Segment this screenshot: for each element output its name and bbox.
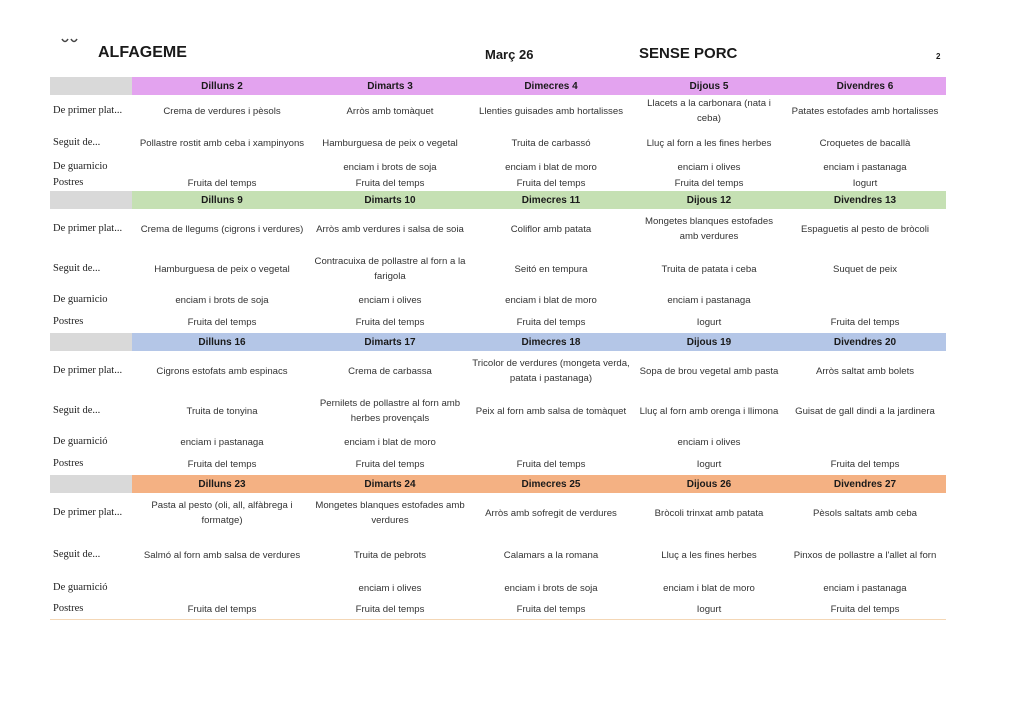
- menu-cell: Llenties guisades amb hortalisses: [479, 105, 623, 117]
- diet-label: SENSE PORC: [639, 45, 738, 62]
- week-header-blank: [50, 475, 132, 493]
- menu-cell: Crema de llegums (cigrons i verdures): [140, 223, 304, 235]
- month-label: Març 26: [485, 47, 534, 62]
- menu-cell: Fruita del temps: [355, 316, 425, 328]
- day-header: Dijous 5: [634, 77, 784, 95]
- menu-cell: Guisat de gall dindi a la jardinera: [795, 405, 935, 417]
- menu-cell: enciam i olives: [358, 582, 422, 594]
- day-header: Dimecres 18: [468, 333, 634, 351]
- menu-cell: Llacets a la carbonara (nata i ceba): [647, 98, 771, 124]
- course-row: [50, 431, 946, 453]
- course-row: [50, 249, 946, 289]
- course-row: [50, 351, 946, 391]
- menu-cell: Contracuixa de pollastre al forn a la farigola: [314, 256, 466, 282]
- menu-cell: Hamburguesa de peix o vegetal: [322, 137, 458, 149]
- menu-cell: Pollastre rostit amb ceba i xampinyons: [139, 137, 305, 149]
- day-header: Dilluns 9: [132, 191, 312, 209]
- course-label: Seguit de...: [53, 549, 101, 560]
- menu-cell: Truita de carbassó: [511, 137, 591, 149]
- menu-cell: Seitó en tempura: [514, 263, 588, 275]
- course-row: [50, 175, 946, 191]
- menu-cell: [784, 431, 946, 453]
- course-label: De guarnició: [53, 436, 108, 447]
- menu-cell: Crema de verdures i pèsols: [163, 105, 281, 117]
- course-row: [50, 533, 946, 577]
- day-header: Dilluns 16: [132, 333, 312, 351]
- day-header: Dimecres 25: [468, 475, 634, 493]
- course-label: Postres: [53, 177, 84, 188]
- menu-cell: enciam i pastanaga: [180, 436, 264, 448]
- menu-cell: Espaguetis al pesto de bròcoli: [801, 223, 929, 235]
- page-number: 2: [936, 52, 941, 61]
- menu-cell: enciam i blat de moro: [505, 294, 597, 306]
- menu-cell: Lluç al forn a les fines herbes: [646, 137, 772, 149]
- course-row: [50, 453, 946, 475]
- menu-cell: Patates estofades amb hortalisses: [791, 105, 939, 117]
- menu-cell: Croquetes de bacallà: [819, 137, 911, 149]
- menu-cell: Fruita del temps: [516, 177, 586, 189]
- menu-cell: Crema de carbassa: [348, 365, 432, 377]
- course-label: De primer plat...: [53, 365, 123, 376]
- day-header: Divendres 27: [784, 475, 946, 493]
- course-label: Postres: [53, 458, 84, 469]
- menu-cell: Fruita del temps: [674, 177, 744, 189]
- menu-cell: enciam i pastanaga: [823, 161, 907, 173]
- school-name: ALFAGEME: [98, 44, 187, 61]
- course-row: [50, 599, 946, 620]
- menu-cell: enciam i brots de soja: [343, 161, 437, 173]
- menu-cell: Arròs saltat amb bolets: [815, 365, 915, 377]
- menu-cell: enciam i blat de moro: [344, 436, 436, 448]
- course-row: [50, 493, 946, 533]
- menu-cell: Bròcoli trinxat amb patata: [654, 507, 764, 519]
- menu-cell: Tricolor de verdures (mongeta verda, patata i pastanaga): [472, 358, 630, 384]
- week-header-blank: [50, 333, 132, 351]
- course-row: [50, 289, 946, 311]
- menu-cell: Fruita del temps: [468, 599, 634, 620]
- menu-cell: Fruita del temps: [516, 458, 586, 470]
- week-header-blank: [50, 191, 132, 209]
- day-header: Dimarts 24: [312, 475, 468, 493]
- course-row: [50, 159, 946, 175]
- menu-cell: Fruita del temps: [187, 316, 257, 328]
- menu-cell: Lluç a les fines herbes: [661, 549, 757, 561]
- menu-cell: Truita de tonyina: [186, 405, 258, 417]
- course-row: [50, 127, 946, 159]
- menu-cell: [132, 577, 312, 599]
- course-label: De primer plat...: [53, 105, 123, 116]
- menu-cell: Coliflor amb patata: [510, 223, 592, 235]
- menu-cell: Fruita del temps: [830, 316, 900, 328]
- menu-cell: Fruita del temps: [784, 599, 946, 620]
- menu-cell: Fruita del temps: [132, 599, 312, 620]
- menu-cell: [468, 431, 634, 453]
- menu-cell: enciam i olives: [677, 436, 741, 448]
- day-header: Dimecres 11: [468, 191, 634, 209]
- day-header: Dilluns 2: [132, 77, 312, 95]
- day-header: Dimarts 3: [312, 77, 468, 95]
- menu-cell: Salmó al forn amb salsa de verdures: [143, 549, 301, 561]
- menu-cell: Arròs amb sofregit de verdures: [485, 507, 617, 519]
- week-header-row: [50, 475, 946, 493]
- menu-cell: Mongetes blanques estofades amb verdures: [315, 500, 465, 526]
- course-row: [50, 577, 946, 599]
- day-header: Divendres 6: [784, 77, 946, 95]
- menu-cell: enciam i brots de soja: [175, 294, 269, 306]
- menu-cell: Iogurt: [696, 316, 722, 328]
- menu-cell: Truita de patata i ceba: [661, 263, 757, 275]
- week-header-row: [50, 77, 946, 95]
- course-label: De primer plat...: [53, 507, 123, 518]
- menu-cell: Fruita del temps: [312, 599, 468, 620]
- menu-cell: Fruita del temps: [516, 316, 586, 328]
- course-row: [50, 209, 946, 249]
- menu-cell: [784, 289, 946, 311]
- week-header-blank: [50, 77, 132, 95]
- menu-cell: Fruita del temps: [187, 458, 257, 470]
- menu-cell: Fruita del temps: [355, 177, 425, 189]
- course-label: De guarnició: [53, 582, 108, 593]
- menu-cell: Fruita del temps: [830, 458, 900, 470]
- menu-cell: enciam i blat de moro: [663, 582, 755, 594]
- menu-cell: Iogurt: [852, 177, 878, 189]
- menu-cell: Arròs amb verdures i salsa de soia: [316, 223, 464, 235]
- menu-cell: Pernilets de pollastre al forn amb herbes provençals: [319, 398, 461, 424]
- day-header: Dimarts 10: [312, 191, 468, 209]
- menu-cell: Truita de pebrots: [353, 549, 427, 561]
- course-label: De primer plat...: [53, 223, 123, 234]
- course-row: [50, 95, 946, 127]
- menu-cell: Cigrons estofats amb espinacs: [156, 365, 288, 377]
- menu-cell: Lluç al forn amb orenga i llimona: [639, 405, 779, 417]
- menu-cell: Suquet de peix: [832, 263, 897, 275]
- day-header: Dimecres 4: [468, 77, 634, 95]
- menu-cell: enciam i brots de soja: [504, 582, 598, 594]
- course-label: Postres: [53, 316, 84, 327]
- course-row: [50, 311, 946, 333]
- menu-cell: enciam i blat de moro: [505, 161, 597, 173]
- course-label: De guarnicio: [53, 294, 108, 305]
- menu-cell: Pasta al pesto (oli, all, alfàbrega i formatge): [151, 500, 293, 526]
- menu-cell: Iogurt: [634, 599, 784, 620]
- menu-cell: Pinxos de pollastre a l'allet al forn: [793, 549, 937, 561]
- menu-cell: Peix al forn amb salsa de tomàquet: [475, 405, 627, 417]
- day-header: Dimarts 17: [312, 333, 468, 351]
- menu-cell: Fruita del temps: [187, 177, 257, 189]
- week-header-row: [50, 333, 946, 351]
- day-header: Dijous 26: [634, 475, 784, 493]
- menu-cell: enciam i pastanaga: [667, 294, 751, 306]
- menu-cell: Iogurt: [696, 458, 722, 470]
- menu-cell: enciam i olives: [677, 161, 741, 173]
- course-label: Postres: [50, 599, 132, 620]
- week-header-row: [50, 191, 946, 209]
- course-label: De guarnicio: [53, 161, 108, 172]
- menu-cell: Sopa de brou vegetal amb pasta: [639, 365, 779, 377]
- course-label: Seguit de...: [53, 263, 101, 274]
- menu-cell: Fruita del temps: [355, 458, 425, 470]
- menu-table: [50, 77, 946, 620]
- menu-cell: Pèsols saltats amb ceba: [813, 507, 917, 519]
- menu-cell: [132, 159, 312, 175]
- menu-cell: Calamars a la romana: [503, 549, 599, 561]
- course-row: [50, 391, 946, 431]
- menu-cell: Mongetes blanques estofades amb verdures: [644, 216, 773, 242]
- day-header: Divendres 13: [784, 191, 946, 209]
- day-header: Dijous 19: [634, 333, 784, 351]
- menu-cell: enciam i pastanaga: [823, 582, 907, 594]
- menu-cell: Hamburguesa de peix o vegetal: [154, 263, 290, 275]
- menu-cell: enciam i olives: [358, 294, 422, 306]
- course-label: Seguit de...: [53, 405, 101, 416]
- day-header: Divendres 20: [784, 333, 946, 351]
- day-header: Dilluns 23: [132, 475, 312, 493]
- day-header: Dijous 12: [634, 191, 784, 209]
- logo-icon: [60, 36, 80, 46]
- menu-cell: Arròs amb tomàquet: [346, 105, 434, 117]
- course-label: Seguit de...: [53, 137, 101, 148]
